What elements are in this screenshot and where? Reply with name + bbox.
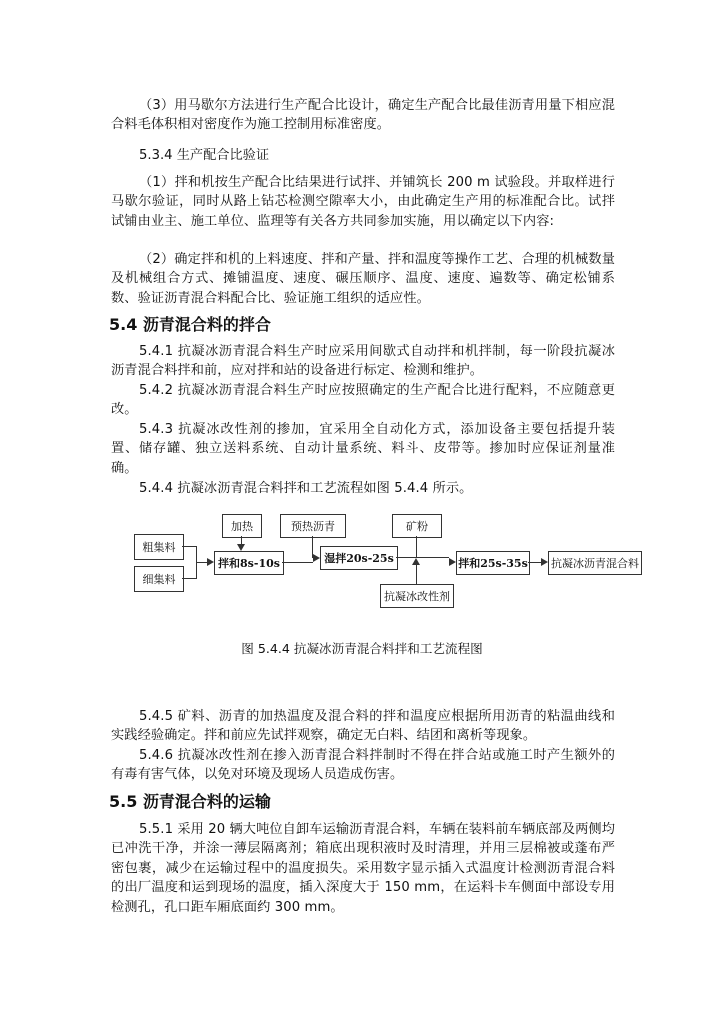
box-mix-8-10s: 拌和8s-10s — [214, 551, 284, 575]
arrow-right-icon — [207, 558, 214, 566]
box-coarse-aggregate: 粗集料 — [134, 534, 184, 560]
connector-line — [282, 562, 313, 563]
connector-line — [182, 546, 196, 547]
paragraph-533-3: （3）用马歇尔方法进行生产配合比设计，确定生产配合比最佳沥青用量下相应混合料毛体积相对密度作为施工控制用标准密度。 — [111, 98, 615, 133]
paragraph-542: 5.4.2 抗凝冰沥青混合料生产时应按照确定的生产配合比进行配料，不应随意更改。 — [111, 383, 615, 418]
paragraph-534-2: （2）确定拌和机的上料速度、拌和产量、拌和温度等操作工艺、合理的机械数量及机械组合方式、摊铺温度、速度、碾压顺序、温度、速度、遍数等、确定松铺系数、验证沥青混合料配合比、验证施工组织的适应性。 — [111, 252, 615, 306]
connector-line — [416, 564, 417, 584]
paragraph-546: 5.4.6 抗凝冰改性剂在掺入沥青混合料拌制时不得在拌合站或施工时产生额外的有毒有害气体，以免对环境及现场人员造成伤害。 — [111, 748, 615, 783]
connector-line — [241, 536, 242, 544]
box-mix-25-35s: 拌和25s-35s — [456, 551, 530, 575]
paragraph-545: 5.4.5 矿料、沥青的加热温度及混合料的拌和温度应根据所用沥青的粘温曲线和实践经验确定。拌和前应先试拌观察，确定无白料、结团和离析等现象。 — [111, 709, 615, 744]
paragraph-544: 5.4.4 抗凝冰沥青混合料拌和工艺流程如图 5.4.4 所示。 — [139, 481, 473, 496]
paragraph-534-1: （1）拌和机按生产配合比结果进行试拌、并铺筑长 200 m 试验段。并取样进行马歇尔验证，同时从路上钻芯检测空隙率大小，由此确定生产用的标准配合比。试拌试铺由业主、施工单位、监理等有关各方共同参加实施，用以确定以下内容: — [111, 175, 615, 229]
paragraph-541: 5.4.1 抗凝冰沥青混合料生产时应采用间歇式自动拌和机拌制，每一阶段抗凝冰沥青混合料拌和前，应对拌和站的设备进行标定、检测和维护。 — [111, 344, 615, 379]
arrow-right-icon — [313, 554, 320, 562]
connector-line — [312, 536, 313, 558]
box-fine-aggregate: 细集料 — [134, 566, 184, 592]
paragraph-543: 5.4.3 抗凝冰改性剂的掺加，宜采用全自动化方式，添加设备主要包括提升装置、储存罐、独立送料系统、自动计量系统、料斗、皮带等。掺加时应保证剂量准确。 — [111, 422, 615, 476]
section-heading-54: 5.4 沥青混合料的拌合 — [109, 315, 271, 334]
box-mineral-powder: 矿粉 — [392, 514, 442, 538]
box-anti-icing-asphalt-mixture: 抗凝冰沥青混合料 — [548, 551, 642, 575]
paragraph-551: 5.5.1 采用 20 辆大吨位自卸车运输沥青混合料，车辆在装料前车辆底部及两侧均已冲洗干净，并涂一薄层隔离剂；箱底出现积液时及时清理，并用三层棉被或蓬布严密包裹，减少在运输过程中的温度损失。采用数字显示插入式温度计检测沥青混合料的出厂温度和运到现场的温度，插入深度大于 150 mm，在运料卡车侧面中部设专用检测孔，孔口距车厢底面约 300 mm。 — [111, 822, 615, 915]
arrow-up-icon — [412, 558, 420, 565]
connector-line — [528, 562, 541, 563]
connector-line — [182, 578, 196, 579]
connector-line — [416, 536, 417, 557]
arrow-right-icon — [449, 558, 456, 566]
subsection-heading-534: 5.3.4 生产配合比验证 — [139, 148, 270, 163]
arrow-right-icon — [541, 558, 548, 566]
box-wet-mix-20-25s: 湿拌20s-25s — [320, 546, 398, 570]
box-heat: 加热 — [222, 514, 262, 538]
box-preheat-asphalt: 预热沥青 — [280, 514, 346, 538]
section-heading-55: 5.5 沥青混合料的运输 — [109, 792, 271, 811]
arrow-down-icon — [237, 544, 245, 551]
figure-caption: 图 5.4.4 抗凝冰沥青混合料拌和工艺流程图 — [241, 641, 483, 656]
mixing-process-flowchart — [120, 506, 650, 614]
box-anti-icing-agent: 抗凝冰改性剂 — [380, 584, 454, 608]
connector-line — [396, 557, 449, 558]
connector-line — [196, 562, 207, 563]
